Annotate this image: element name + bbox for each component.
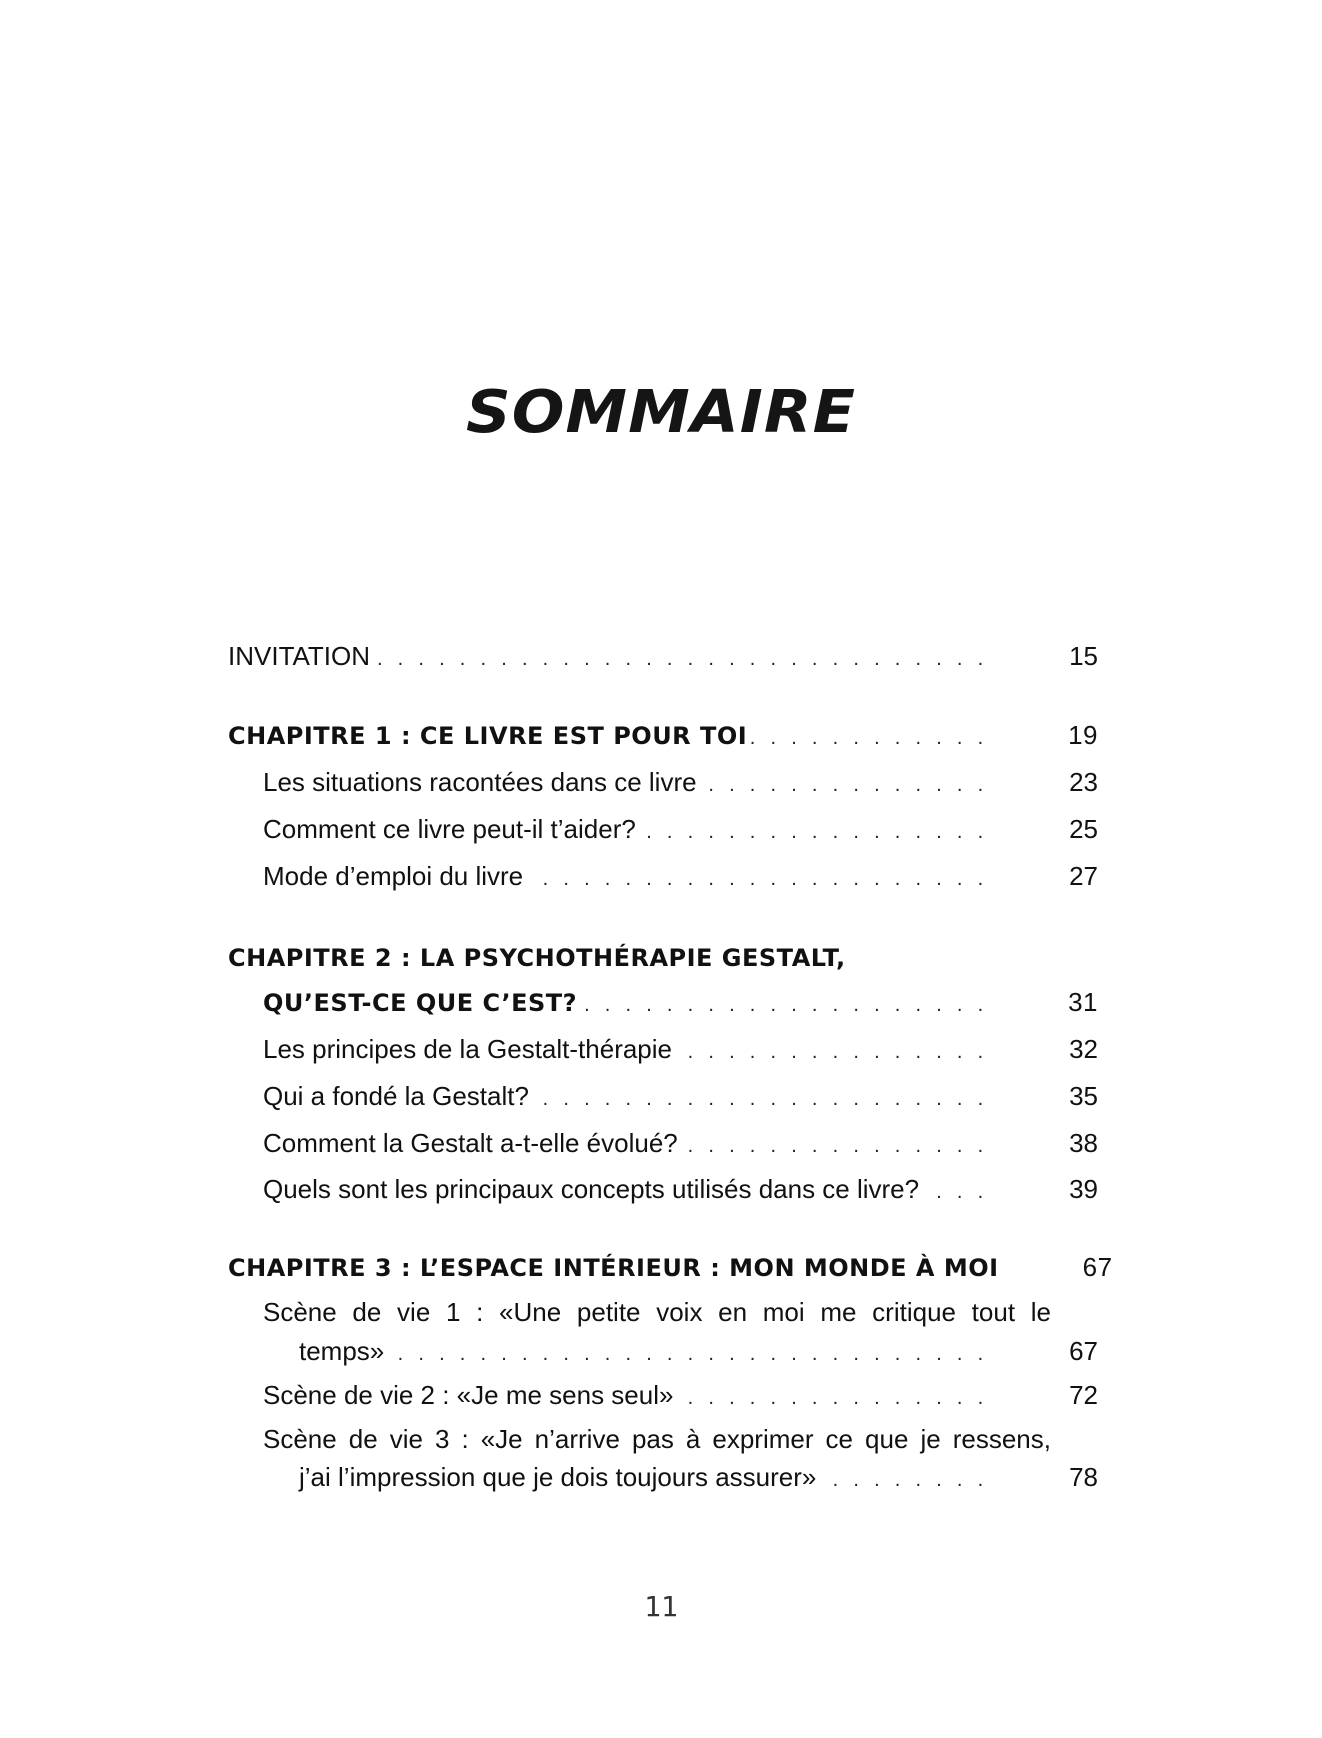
toc-entry-invitation[interactable] xyxy=(228,636,1098,679)
toc-entry-label: Mode d’emploi du livre xyxy=(263,861,524,891)
toc-entry-page: 27 xyxy=(1069,861,1098,891)
toc-chapter-label: QU’EST-CE QUE C’EST? xyxy=(263,989,578,1017)
toc-entry-mode-emploi[interactable] xyxy=(228,856,1098,899)
dot-leader xyxy=(820,1460,988,1500)
dot-leader xyxy=(701,765,988,805)
toc-chapter-label: CHAPITRE 1 : CE LIVRE EST POUR TOI xyxy=(228,722,748,750)
dot-leader xyxy=(676,1032,988,1072)
toc-entry-label: Les situations racontées dans ce livre xyxy=(263,767,697,797)
toc-entry-page: 23 xyxy=(1069,767,1098,797)
page-title: SOMMAIRE xyxy=(466,376,856,447)
toc-entry-label: Les principes de la Gestalt-thérapie xyxy=(263,1034,673,1064)
toc-entry-label: Quels sont les principaux concepts utilisés dans ce livre? xyxy=(263,1174,920,1204)
dot-leader xyxy=(682,1126,988,1166)
toc-entry-evolution[interactable] xyxy=(228,1123,1098,1166)
toc-entry-situations[interactable] xyxy=(228,762,1098,805)
toc-entry-label: Comment ce livre peut-il t’aider? xyxy=(263,814,636,844)
dot-leader xyxy=(388,1334,988,1374)
dot-leader xyxy=(923,1172,988,1212)
toc-chapter-label: CHAPITRE 2 : LA PSYCHOTHÉRAPIE GESTALT, xyxy=(228,944,846,972)
toc-entry-scene-2[interactable] xyxy=(228,1375,1098,1418)
toc-entry-page: 78 xyxy=(1069,1462,1098,1492)
dot-leader xyxy=(751,718,988,758)
toc-entry-page: 35 xyxy=(1069,1081,1098,1111)
toc-entry-scene-3[interactable] xyxy=(228,1457,1098,1500)
dot-leader xyxy=(581,985,988,1025)
dot-leader xyxy=(533,1079,988,1119)
toc-entry-label: Comment la Gestalt a-t-elle évolué? xyxy=(263,1128,678,1158)
dot-leader xyxy=(527,859,988,899)
toc-entry-label: Qui a fondé la Gestalt? xyxy=(263,1081,529,1111)
toc-chapter-3[interactable] xyxy=(228,1247,1113,1290)
toc-entry-label: Scène de vie 3 : «Je n’arrive pas à exprimer ce que je ressens, xyxy=(263,1424,1051,1454)
toc-entry-qui-a-fonde[interactable] xyxy=(228,1076,1098,1119)
toc-entry-scene-1[interactable] xyxy=(228,1331,1098,1374)
toc-entry-page: 25 xyxy=(1069,814,1098,844)
dot-leader xyxy=(374,639,988,679)
toc-entry-page: 72 xyxy=(1069,1380,1098,1410)
toc-entry-label: j’ai l’impression que je dois toujours assurer» xyxy=(299,1462,817,1492)
toc-entry-label: Scène de vie 2 : «Je me sens seul» xyxy=(263,1380,674,1410)
toc-chapter-2-line1[interactable] xyxy=(228,938,1098,978)
toc-entry-page: 31 xyxy=(1068,987,1098,1017)
toc-chapter-label: CHAPITRE 3 : L’ESPACE INTÉRIEUR : MON MONDE À MOI xyxy=(228,1254,999,1282)
toc-entry-label: Scène de vie 1 : «Une petite voix en moi me critique tout le xyxy=(263,1297,1051,1327)
toc-chapter-1[interactable] xyxy=(228,715,1098,758)
dot-leader xyxy=(677,1378,988,1418)
page-number: 11 xyxy=(644,1590,678,1623)
toc-chapter-2[interactable] xyxy=(228,982,1098,1025)
table-of-contents xyxy=(228,0,1113,1738)
toc-entry-concepts[interactable] xyxy=(228,1169,1098,1212)
toc-entry-page: 19 xyxy=(1068,720,1098,750)
dot-leader xyxy=(640,812,988,852)
toc-entry-page: 32 xyxy=(1069,1034,1098,1064)
toc-entry-scene-3-line1[interactable] xyxy=(228,1419,1098,1459)
toc-entry-page: 15 xyxy=(1069,641,1098,671)
toc-entry-page: 38 xyxy=(1069,1128,1098,1158)
toc-entry-label: INVITATION xyxy=(228,641,371,671)
toc-entry-comment-aider[interactable] xyxy=(228,809,1098,852)
toc-entry-page: 67 xyxy=(1082,1252,1113,1282)
toc-entry-page: 39 xyxy=(1069,1174,1098,1204)
toc-entry-scene-1-line1[interactable] xyxy=(228,1292,1098,1332)
toc-entry-principes[interactable] xyxy=(228,1029,1098,1072)
toc-entry-page: 67 xyxy=(1069,1336,1098,1366)
toc-entry-label: temps» xyxy=(299,1336,385,1366)
